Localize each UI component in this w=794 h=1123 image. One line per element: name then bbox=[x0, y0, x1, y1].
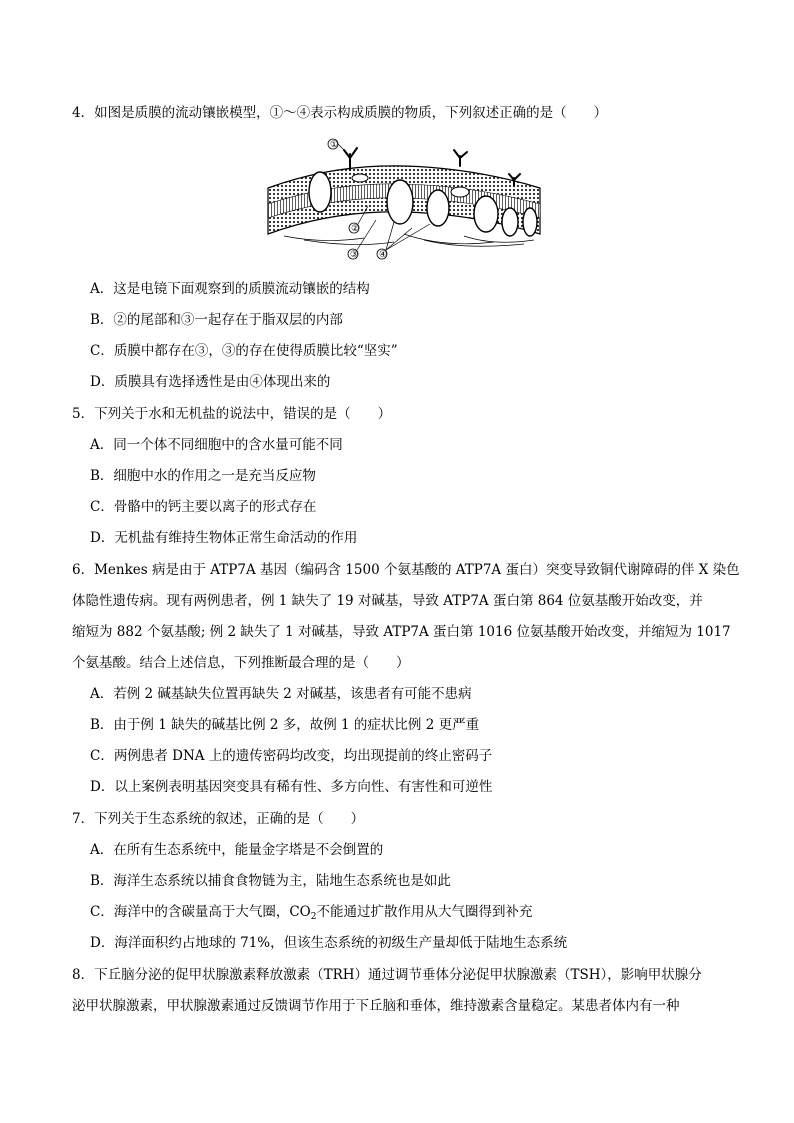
q6-stem-line-4: 个氨基酸。结合上述信息，下列推断最合理的是（ ） bbox=[72, 655, 410, 671]
q6-stem-line-1: 6．Menkes 病是由于 ATP7A 基因（编码含 1500 个氨基酸的 ATP7A 蛋白）突变导致铜代谢障碍的伴 X 染色 bbox=[72, 562, 740, 578]
q6-stem-line-2: 体隐性遗传病。现有两例患者，例 1 缺失了 19 对碱基，导致 ATP7A 蛋白第 864 位氨基酸开始改变，并 bbox=[72, 593, 703, 609]
q4-option-d[interactable]: D．质膜具有选择透性是由④体现出来的 bbox=[90, 374, 331, 390]
q6-option-a[interactable]: A．若例 2 碱基缺失位置再缺失 2 对碱基，该患者有可能不患病 bbox=[90, 686, 472, 702]
q5-option-d[interactable]: D．无机盐有维持生物体正常生命活动的作用 bbox=[90, 530, 358, 546]
figure-label-3: ③ bbox=[350, 250, 359, 260]
figure-label-2: ② bbox=[351, 224, 360, 234]
q5-option-a[interactable]: A．同一个体不同细胞中的含水量可能不同 bbox=[90, 437, 343, 453]
q7-option-d[interactable]: D．海洋面积约占地球的 71%，但该生态系统的初级生产量却低于陆地生态系统 bbox=[90, 935, 568, 951]
q7-option-c-text-2: 不能通过扩散作用从大气圈得到补充 bbox=[316, 904, 533, 920]
q7-option-b[interactable]: B．海洋生态系统以捕食食物链为主，陆地生态系统也是如此 bbox=[90, 873, 451, 889]
figure-label-4: ④ bbox=[379, 250, 388, 260]
q7-option-c-subscript: 2 bbox=[310, 912, 317, 922]
q8-stem-line-2: 泌甲状腺激素，甲状腺激素通过反馈调节作用于下丘脑和垂体，维持激素含量稳定。某患者体内有一种 bbox=[72, 998, 680, 1014]
q7-option-a[interactable]: A．在所有生态系统中，能量金字塔是不会倒置的 bbox=[90, 842, 384, 858]
q4-option-b[interactable]: B．②的尾部和③一起存在于脂双层的内部 bbox=[90, 312, 343, 328]
q6-option-b[interactable]: B．由于例 1 缺失的碱基比例 2 多，故例 1 的症状比例 2 更严重 bbox=[90, 717, 480, 733]
q5-stem: 5．下列关于水和无机盐的说法中，错误的是（ ） bbox=[72, 406, 392, 422]
q6-stem-line-3: 缩短为 882 个氨基酸; 例 2 缺失了 1 对碱基，导致 ATP7A 蛋白第 1016 位氨基酸开始改变，并缩短为 1017 bbox=[72, 624, 731, 640]
q7-option-c-text-1: C．海洋中的含碳量高于大气圈，CO bbox=[90, 904, 311, 920]
q7-option-c[interactable] bbox=[90, 903, 532, 926]
q6-option-d[interactable]: D．以上案例表明基因突变具有稀有性、多方向性、有害性和可逆性 bbox=[90, 779, 493, 795]
q4-stem: 4．如图是质膜的流动镶嵌模型，①～④表示构成质膜的物质，下列叙述正确的是（ ） bbox=[72, 105, 608, 121]
q6-option-c[interactable]: C．两例患者 DNA 上的遗传密码均改变，均出现提前的终止密码子 bbox=[90, 748, 493, 764]
q4-option-c[interactable]: C．质膜中都存在③，③的存在使得质膜比较“坚实” bbox=[90, 343, 398, 359]
q4-option-a[interactable]: A．这是电镜下面观察到的质膜流动镶嵌的结构 bbox=[90, 281, 370, 297]
q7-stem: 7．下列关于生态系统的叙述，正确的是（ ） bbox=[72, 811, 365, 827]
figure-label-1: ① bbox=[330, 140, 339, 150]
q5-option-c[interactable]: C．骨骼中的钙主要以离子的形式存在 bbox=[90, 499, 317, 515]
q8-stem-line-1: 8．下丘脑分泌的促甲状腺激素释放激素（TRH）通过调节垂体分泌促甲状腺激素（TSH），影响甲状腺分 bbox=[72, 967, 702, 983]
q5-option-b[interactable]: B．细胞中水的作用之一是充当反应物 bbox=[90, 468, 316, 484]
cell-membrane-diagram bbox=[264, 136, 544, 264]
